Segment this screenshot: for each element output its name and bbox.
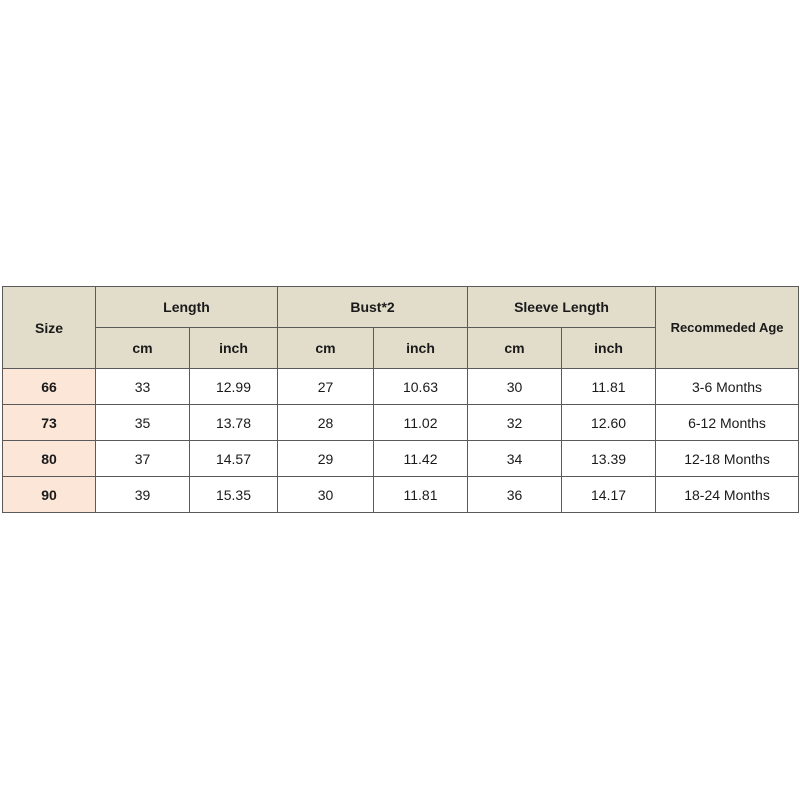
size-cell: 90 bbox=[3, 477, 96, 513]
bust-cm-header: cm bbox=[278, 328, 374, 369]
age-cell: 3-6 Months bbox=[656, 369, 799, 405]
length-header: Length bbox=[96, 287, 278, 328]
length-inch-cell: 14.57 bbox=[190, 441, 278, 477]
age-cell: 12-18 Months bbox=[656, 441, 799, 477]
table-row bbox=[3, 405, 799, 441]
bust-inch-cell: 10.63 bbox=[374, 369, 468, 405]
length-cm-cell: 39 bbox=[96, 477, 190, 513]
sleeve-cm-cell: 34 bbox=[468, 441, 562, 477]
table-row bbox=[3, 477, 799, 513]
length-cm-cell: 35 bbox=[96, 405, 190, 441]
bust-cm-cell: 27 bbox=[278, 369, 374, 405]
bust-inch-cell: 11.02 bbox=[374, 405, 468, 441]
length-cm-header: cm bbox=[96, 328, 190, 369]
length-inch-header: inch bbox=[190, 328, 278, 369]
table-row bbox=[3, 369, 799, 405]
sleeve-length-header: Sleeve Length bbox=[468, 287, 656, 328]
length-cm-cell: 33 bbox=[96, 369, 190, 405]
length-inch-cell: 13.78 bbox=[190, 405, 278, 441]
age-cell: 6-12 Months bbox=[656, 405, 799, 441]
bust-inch-cell: 11.81 bbox=[374, 477, 468, 513]
table-row bbox=[3, 441, 799, 477]
size-header: Size bbox=[3, 287, 96, 369]
age-cell: 18-24 Months bbox=[656, 477, 799, 513]
sleeve-inch-header: inch bbox=[562, 328, 656, 369]
sleeve-cm-cell: 36 bbox=[468, 477, 562, 513]
sleeve-inch-cell: 14.17 bbox=[562, 477, 656, 513]
bust-cm-cell: 29 bbox=[278, 441, 374, 477]
bust-header: Bust*2 bbox=[278, 287, 468, 328]
bust-inch-header: inch bbox=[374, 328, 468, 369]
bust-cm-cell: 30 bbox=[278, 477, 374, 513]
sleeve-cm-cell: 32 bbox=[468, 405, 562, 441]
sleeve-inch-cell: 11.81 bbox=[562, 369, 656, 405]
bust-inch-cell: 11.42 bbox=[374, 441, 468, 477]
length-cm-cell: 37 bbox=[96, 441, 190, 477]
header-row bbox=[3, 287, 799, 328]
size-chart-table bbox=[2, 286, 799, 513]
length-inch-cell: 15.35 bbox=[190, 477, 278, 513]
sleeve-cm-header: cm bbox=[468, 328, 562, 369]
size-cell: 80 bbox=[3, 441, 96, 477]
size-cell: 73 bbox=[3, 405, 96, 441]
recommended-age-header: Recommeded Age bbox=[656, 287, 799, 369]
sleeve-inch-cell: 13.39 bbox=[562, 441, 656, 477]
sleeve-cm-cell: 30 bbox=[468, 369, 562, 405]
bust-cm-cell: 28 bbox=[278, 405, 374, 441]
size-cell: 66 bbox=[3, 369, 96, 405]
length-inch-cell: 12.99 bbox=[190, 369, 278, 405]
sleeve-inch-cell: 12.60 bbox=[562, 405, 656, 441]
